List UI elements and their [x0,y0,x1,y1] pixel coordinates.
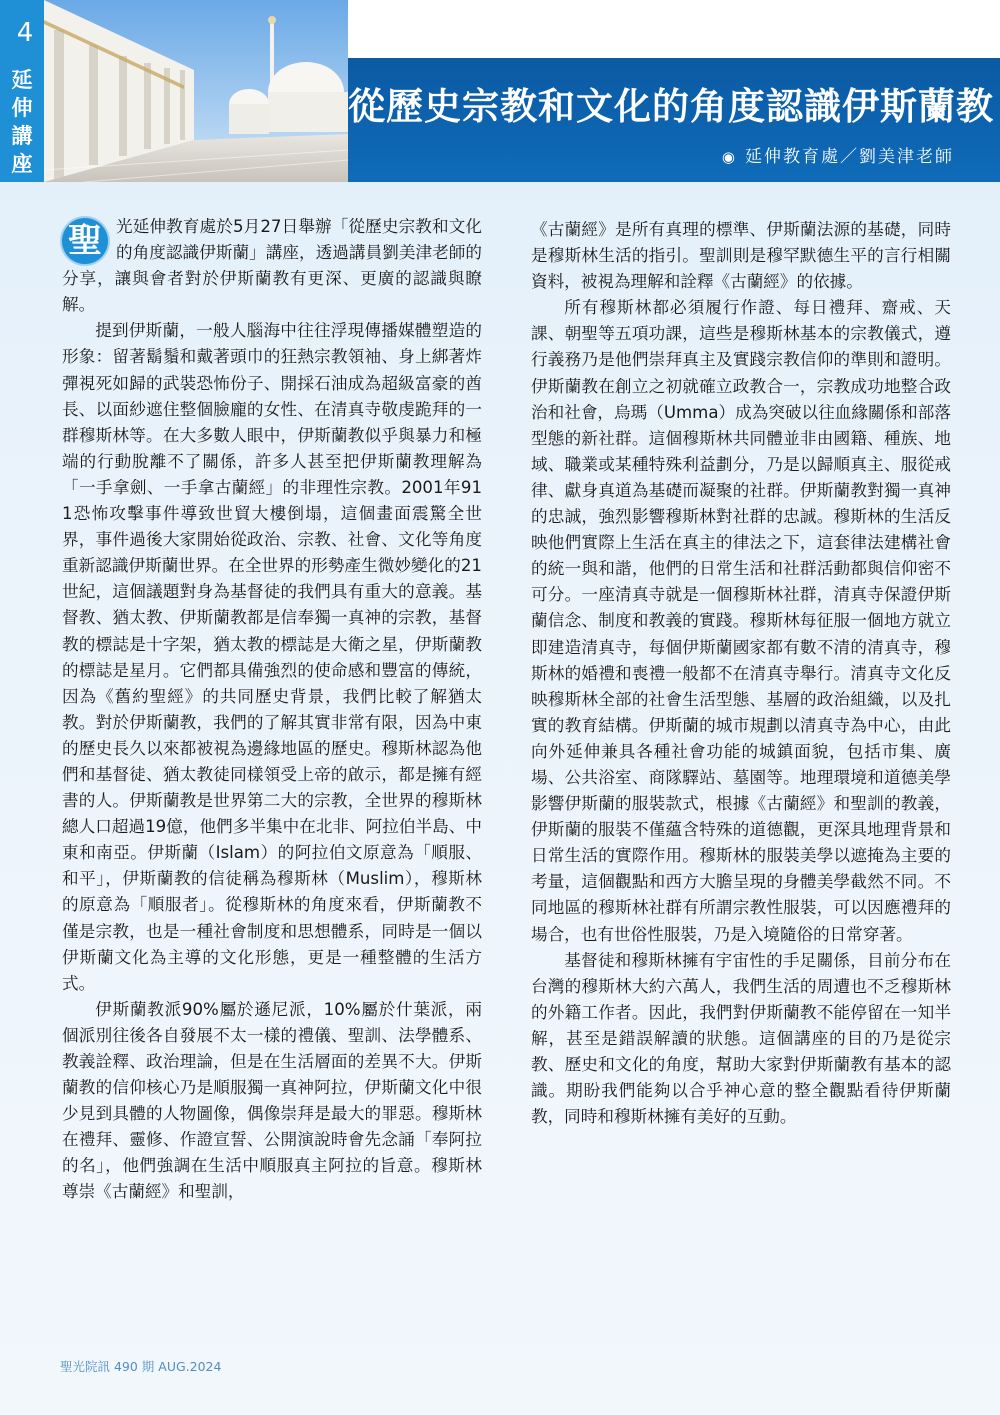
article-paragraph: 提到伊斯蘭，一般人腦海中往往浮現傳播媒體塑造的形象：留著鬍鬚和戴著頭巾的狂熱宗教領袖、身上綁著炸彈視死如歸的武裝恐怖份子、開採石油成為超級富豪的酋長、以面紗遮住整個臉龐的女性、在清真寺敬虔跪拜的一群穆斯林等。在大多數人眼中，伊斯蘭教似乎與暴力和極端的行動脫離不了關係，許多人甚至把伊斯蘭教理解為「一手拿劍、一手拿古蘭經」的非理性宗教。2001年911恐怖攻擊事件導致世貿大樓倒塌，這個畫面震驚全世界，事件過後大家開始從政治、宗教、社會、文化等角度重新認識伊斯蘭世界。在全世界的形勢產生微妙變化的21世紀，這個議題對身為基督徒的我們具有重大的意義。基督教、猶太教、伊斯蘭教都是信奉獨一真神的宗教，基督教的標誌是十字架，猶太教的標誌是大衛之星，伊斯蘭教的標誌是星月。它們都具備強烈的使命感和豐富的傳統，因為《舊約聖經》的共同歷史背景，我們比較了解猶太教。對於伊斯蘭教，我們的了解其實非常有限，因為中東的歷史長久以來都被視為邊緣地區的歷史。穆斯林認為他們和基督徒、猶太教徒同樣領受上帝的啟示，都是擁有經書的人。伊斯蘭教是世界第二大的宗教，全世界的穆斯林總人口超過19億，他們多半集中在北非、阿拉伯半島、中東和南亞。伊斯蘭（Islam）的阿拉伯文原意為「順服、和平」，伊斯蘭教的信徒稱為穆斯林（Muslim），穆斯林的原意為「順服者」。從穆斯林的角度來看，伊斯蘭教不僅是宗教，也是一種社會制度和思想體系，同時是一個以伊斯蘭文化為主導的文化形態，更是一種整體的生活方式。 [62,321,482,993]
footer-issue: 聖光院訊 490 期 AUG.2024 [60,1359,222,1374]
article-paragraph: 伊斯蘭教派90%屬於遜尼派，10%屬於什葉派，兩個派別往後各自發展不太一樣的禮儀、聖訓、法學體系、教義詮釋、政治理論，但是在生活層面的差異不大。伊斯蘭教的信仰核心乃是順服獨一真神阿拉，伊斯蘭文化中很少見到具體的人物圖像，偶像崇拜是最大的罪惡。穆斯林在禮拜、靈修、作證宣誓、公開演說時會先念誦「奉阿拉的名」，他們強調在生活中順服真主阿拉的旨意。穆斯林尊崇《古蘭經》和聖訓， [62,999,482,1202]
article-paragraph: 《古蘭經》是所有真理的標準、伊斯蘭法源的基礎，同時是穆斯林生活的指引。聖訓則是穆罕默德生平的言行相關資料，被視為理解和詮釋《古蘭經》的依據。 [531,220,951,292]
bullet-icon: ◉ [721,148,737,166]
header-banner [44,0,1000,182]
paragraph-text: 光延伸教育處於5月27日舉辦「從歷史宗教和文化的角度認識伊斯蘭」講座，透過講員劉美津老師的分享，讓與會者對於伊斯蘭教有更深、更廣的認識與瞭解。 [62,217,482,315]
section-tab-char: 延 [11,68,33,92]
article-paragraph [62,214,482,318]
drop-cap: 聖 [62,218,108,264]
page-number: 4 [16,18,34,48]
article-title: 從歷史宗教和文化的角度認識伊斯蘭教 [348,85,994,128]
mosque-photo [44,0,348,182]
article-paragraph: 基督徒和穆斯林擁有宇宙性的手足關係，目前分布在台灣的穆斯林大約六萬人，我們生活的周遭也不乏穆斯林的外籍工作者。因此，我們對伊斯蘭教不能停留在一知半解，甚至是錯誤解讀的狀態。這個講座的目的乃是從宗教、歷史和文化的角度，幫助大家對伊斯蘭教有基本的認識。期盼我們能夠以合乎神心意的整全觀點看待伊斯蘭教，同時和穆斯林擁有美好的互動。 [531,950,951,1127]
article-column-right [531,217,951,1130]
section-tab [0,62,44,182]
section-tab-char: 座 [11,152,33,176]
section-tab-char: 伸 [11,96,33,120]
byline-text: 延伸教育處／劉美津老師 [745,147,954,167]
article-paragraph: 所有穆斯林都必須履行作證、每日禮拜、齋戒、天課、朝聖等五項功課，這些是穆斯林基本的宗教儀式，遵行義務乃是他們崇拜真主及實踐宗教信仰的準則和證明。伊斯蘭教在創立之初就確立政教合一，宗教成功地整合政治和社會，烏瑪（Umma）成為突破以往血緣關係和部落型態的新社群。這個穆斯林共同體並非由國籍、種族、地域、職業或某種特殊利益劃分，乃是以歸順真主、服從戒律、獻身真道為基礎而凝聚的社群。伊斯蘭教對獨一真神的忠誠，強烈影響穆斯林對社群的忠誠。穆斯林的生活反映他們實際上生活在真主的律法之下，這套律法建構社會的統一與和諧，他們的日常生活和社群活動都與信仰密不可分。一座清真寺就是一個穆斯林社群，清真寺保證伊斯蘭信念、制度和教義的實踐。穆斯林每征服一個地方就立即建造清真寺，每個伊斯蘭國家都有數不清的清真寺，穆斯林的婚禮和喪禮一般都不在清真寺舉行。清真寺文化反映穆斯林全部的社會生活型態、基層的政治組織，以及扎實的教育結構。伊斯蘭的城市規劃以清真寺為中心，由此向外延伸兼具各種社會功能的城鎮面貌，包括市集、廣場、公共浴室、商隊驛站、墓園等。地理環境和道德美學影響伊斯蘭的服裝款式，根據《古蘭經》和聖訓的教義，伊斯蘭的服裝不僅蘊含特殊的道德觀，更深具地理背景和日常生活的實際作用。穆斯林的服裝美學以遮掩為主要的考量，這個觀點和西方大膽呈現的身體美學截然不同。不同地區的穆斯林社群有所謂宗教性服裝，可以因應禮拜的場合，也有世俗性服裝，乃是入境隨俗的日常穿著。 [531,298,951,944]
title-panel [348,58,1000,182]
section-tab-char: 講 [11,124,33,148]
article-column-left [62,214,482,1206]
byline [722,142,954,167]
